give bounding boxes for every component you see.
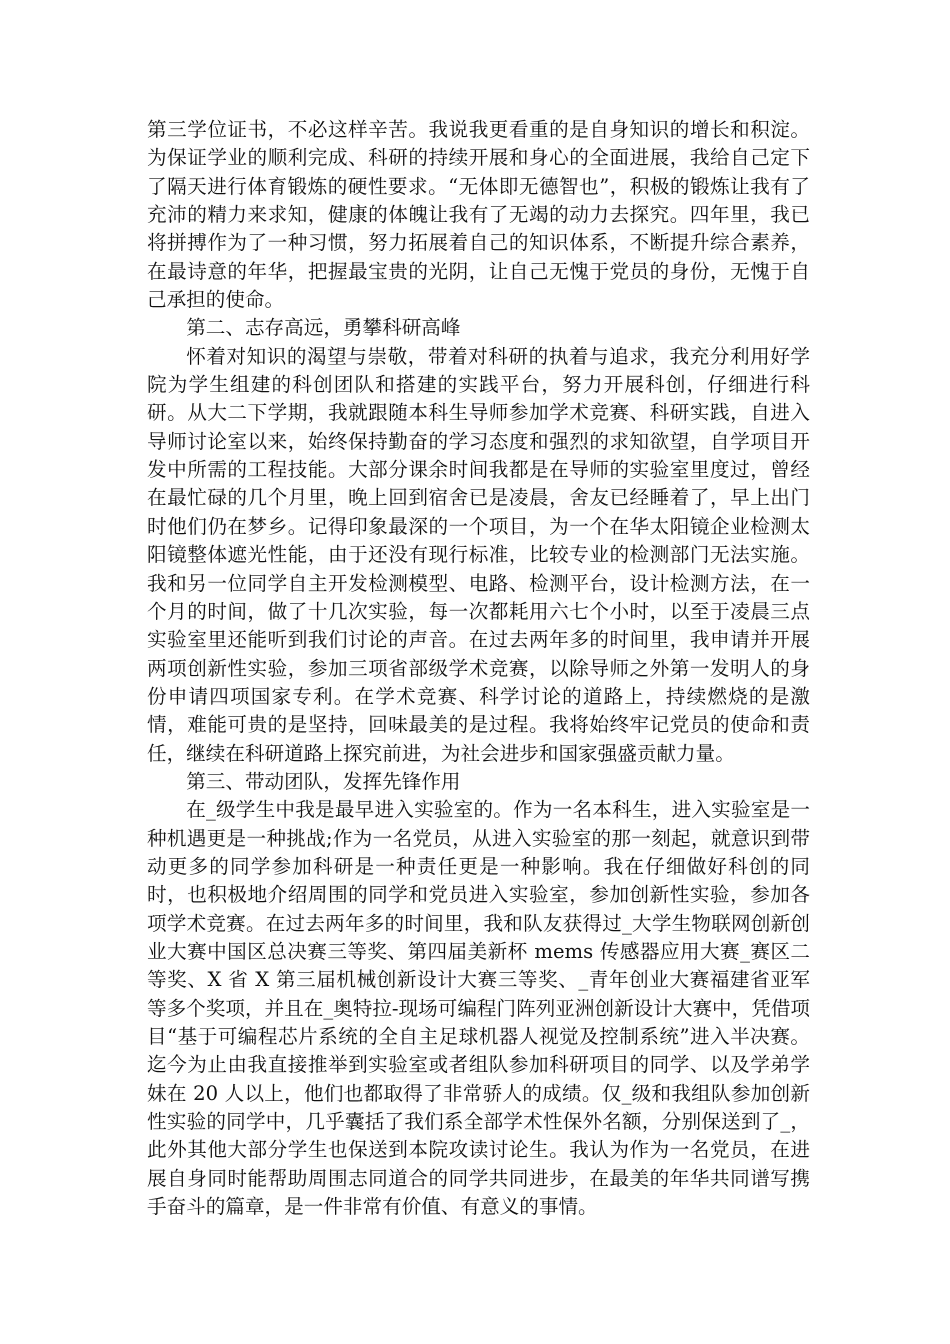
section-heading-second: 第二、志存高远，勇攀科研高峰 <box>186 316 461 340</box>
document-body <box>147 116 810 1221</box>
section-heading-third: 第三、带动团队，发挥先锋作用 <box>186 769 461 793</box>
paragraph-team: 在_级学生中我是最早进入实验室的。作为一名本科生，进入实验室是一种机遇更是一种挑战;作为一名党员，从进入实验室的那一刻起，就意识到带动更多的同学参加科研是一种责任更是一种影响。我在仔细做好科创的同时，也积极地介绍周围的同学和党员进入实验室，参加创新性实验，参加各项学术竞赛。在过去两年多的时间里，我和队友获得过_大学生物联网创新创业大赛中国区总决赛三等奖、第四届美新杯 mems 传感器应用大赛_赛区二等奖、X 省 X 第三届机械创新设计大赛三等奖、_青年创业大赛福建省亚军等多个奖项，并且在_奥特拉-现场可编程门阵列亚洲创新设计大赛中，凭借项目“基于可编程芯片系统的全自主足球机器人视觉及控制系统”进入半决赛。迄今为止由我直接推举到实验室或者组队参加科研项目的同学、以及学弟学妹在 20 人以上，他们也都取得了非常骄人的成绩。仅_级和我组队参加创新性实验的同学中，几乎囊括了我们系全部学术性保外名额，分别保送到了_，此外其他大部分学生也保送到本院攻读讨论生。我认为作为一名党员，在进展自身同时能帮助周围志同道合的同学共同进步，在最美的年华共同谱写携手奋斗的篇章，是一件非常有价值、有意义的事情。 <box>147 798 811 1219</box>
paragraph-continuation: 第三学位证书，不必这样辛苦。我说我更看重的是自身知识的增长和积淀。为保证学业的顺利完成、科研的持续开展和身心的全面进展，我给自己定下了隔天进行体育锻炼的硬性要求。“无体即无德智也”，积极的锻炼让我有了充沛的精力来求知，健康的体魄让我有了无竭的动力去探究。四年里，我已将拼搏作为了一种习惯，努力拓展着自己的知识体系，不断提升综合素养，在最诗意的年华，把握最宝贵的光阴，让自己无愧于党员的身份，无愧于自己承担的使命。 <box>147 118 810 312</box>
paragraph-research: 怀着对知识的渴望与崇敬，带着对科研的执着与追求，我充分利用好学院为学生组建的科创团队和搭建的实践平台，努力开展科创，仔细进行科研。从大二下学期，我就跟随本科生导师参加学术竞赛、科研实践，自进入导师讨论室以来，始终保持勤奋的学习态度和强烈的求知欲望，自学项目开发中所需的工程技能。大部分课余时间我都是在导师的实验室里度过，曾经在最忙碌的几个月里，晚上回到宿舍已是凌晨，舍友已经睡着了，早上出门时他们仍在梦乡。记得印象最深的一个项目，为一个在华太阳镜企业检测太阳镜整体遮光性能，由于还没有现行标准，比较专业的检测部门无法实施。我和另一位同学自主开发检测模型、电路、检测平台，设计检测方法，在一个月的时间，做了十几次实验，每一次都耗用六七个小时，以至于凌晨三点实验室里还能听到我们讨论的声音。在过去两年多的时间里，我申请并开展两项创新性实验，参加三项省部级学术竞赛，以除导师之外第一发明人的身份申请四项国家专利。在学术竞赛、科学讨论的道路上，持续燃烧的是激情，难能可贵的是坚持，回味最美的是过程。我将始终牢记党员的使命和责任，继续在科研道路上探究前进，为社会进步和国家强盛贡献力量。 <box>147 344 810 765</box>
